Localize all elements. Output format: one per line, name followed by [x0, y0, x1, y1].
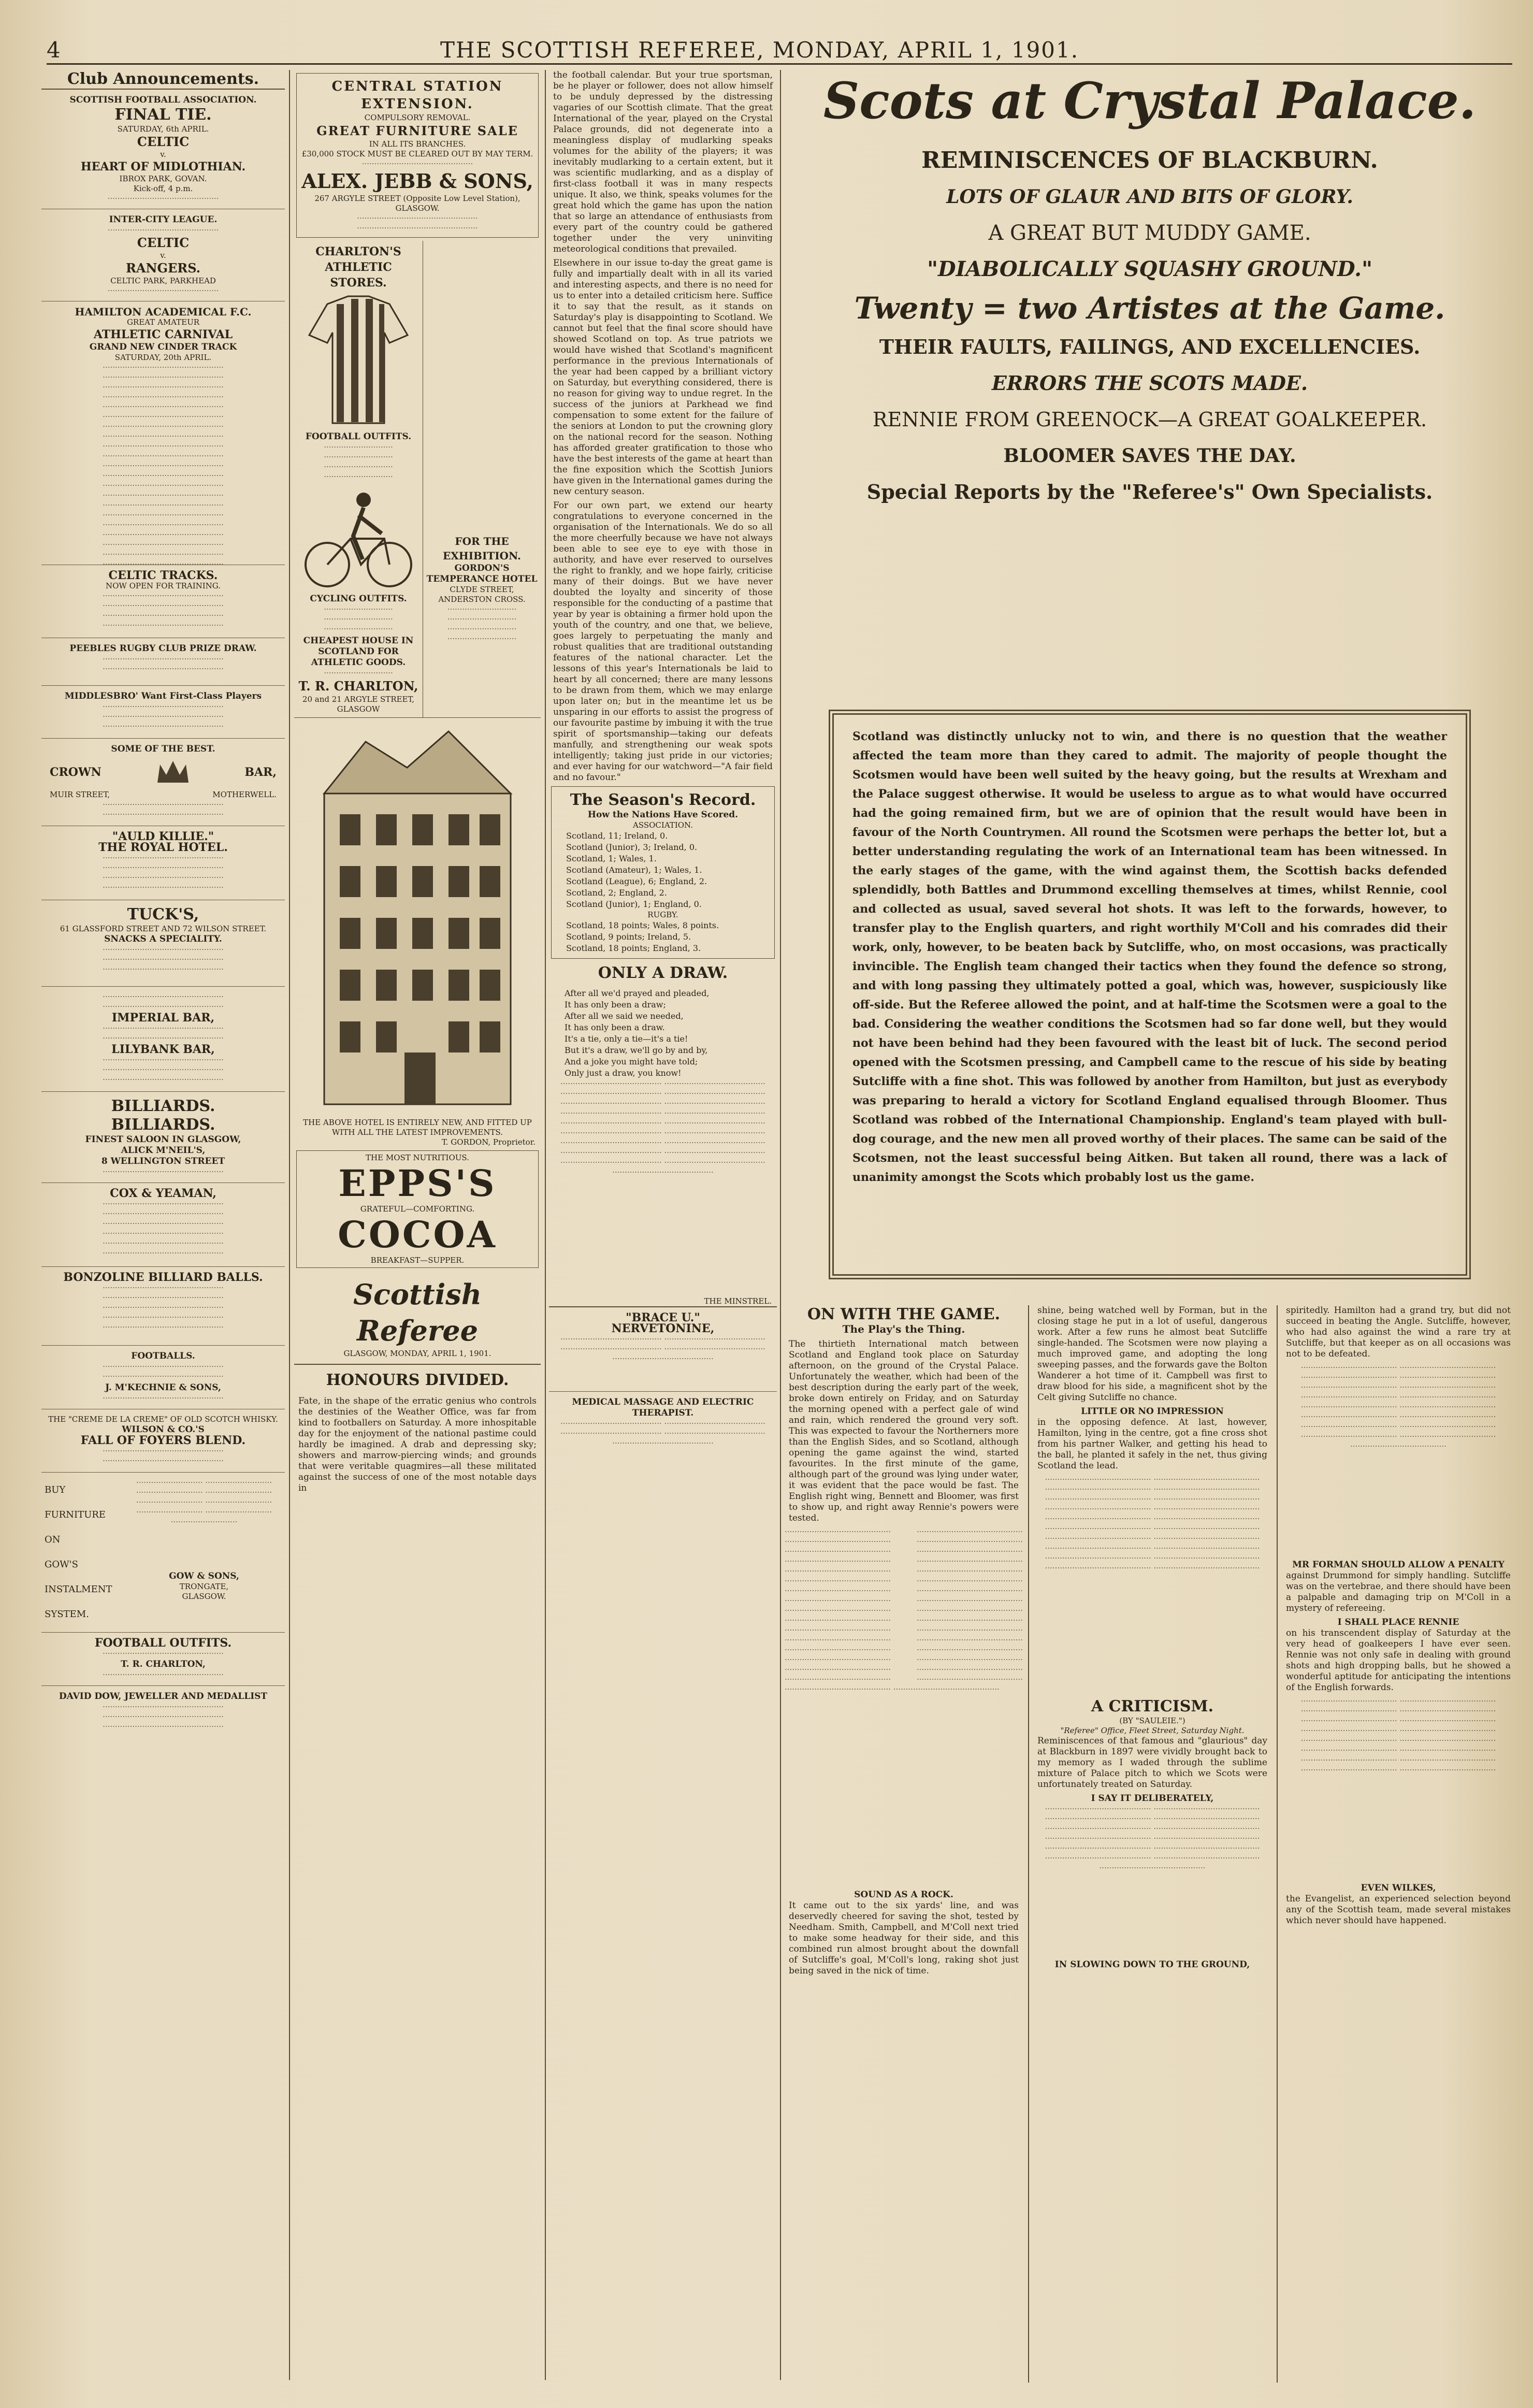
headline: ERRORS THE SCOTS MADE.: [991, 371, 1308, 395]
masthead: [47, 37, 1512, 65]
poem-line: After all we'd prayed and pleaded,: [565, 988, 710, 998]
ad-gordons-hotel: FOR THE EXHIBITION. GORDON'S TEMPERANCE HOTEL CLYDE STREET, ANDERSTON CROSS. ···························· ···························· ···························· ····························: [426, 535, 538, 643]
poem-line: It's a tie, only a tie—it's a tie!: [565, 1034, 688, 1044]
season-record-box: The Season's Record. How the Nations Have Scored. ASSOCIATION. Scotland, 11; Ireland, 0. Scotland (Junior), 3; Ireland, 0. Scotland, 1; Wales, 1. Scotland (Amateur), 1; Wales, 1. Scotland (League), 6; England, 2. Scotland, 2; England, 2. Scotland (Junior), 1; England, 0. RUGBY. Scotland, 18 points; Wales, 8 points. Scotland, 9 points; Ireland, 5. Scotland, 18 points; England, 3.: [551, 786, 775, 959]
feature-title: Scots at Crystal Palace.: [823, 71, 1477, 130]
ad-billiards: BILLIARDS. BILLIARDS. FINEST SALOON IN GLASGOW, ALICK M'NEIL'S, 8 WELLINGTON STREET ·················································: [41, 1092, 285, 1183]
summary-box: Scotland was distinctly unlucky not to win, and there is no question that the weather affected the team more than they cared to admit. The majority of people thought the Scotsmen would have been well suited by the heavy going, but the results at Wrexham and the Palace suggest otherwise. It would be useless to argue as to what would have occurred had the going remained firm, but we are of opinion that the result would have been in favour of the North Countrymen. All round the Scotsmen were perhaps the better lot, but a better understanding regulating the work of an International team has been witnessed. In the early stages of the game, with the wind against them, the Scottish backs defended splendidly, both Battles and Drummond excelling themselves at times, whilst Rennie, cool and collected as usual, saved several hot shots. It was left to the forwards, however, to transfer play to the English quarters, and right worthily M'Coll and his comrades did their work, only, however, to be beaten back by Sutcliffe, who, on most occasions, was practically invincible. The English team changed their tactics when they found the defence so strong, and with long passing they ultimately potted a goal, which was, however, suspiciously like off-side. But the Referee allowed the point, and at half-time the Scotsmen were a goal to the bad. Considering the weather conditions the Scotsmen had so far done well, but they would not have been behind had they been favoured with the least bit of luck. The second period opened with the Scotsmen pressing, and Campbell came to the rescue of his side by beating Sutcliffe with a fine shot. This was followed by another from Hamilton, but just as everybody was preparing to herald a victory for Scotland England equalised through Bloomer. Thus Scotland was robbed of the International Championship. England's team played with bull-dog courage, and the new men all proved worthy of their places. The same can be said of the Scotsmen, not the least successful being Aitken. But taken all round, there was a lack of unanimity amongst the Scots which probably lost us the game.: [829, 710, 1471, 1279]
ad-cox-yeaman: COX & YEAMAN, ················································· ················································· ················································· ················································· ················································· ·················································: [41, 1183, 285, 1267]
headline: BLOOMER SAVES THE DAY.: [1003, 445, 1296, 467]
headline: Special Reports by the "Referee's" Own Specialists.: [866, 480, 1433, 503]
club-announcements-column: [41, 70, 285, 2380]
record-row: Scotland, 1; Wales, 1.: [566, 854, 657, 863]
ad-david-dow: DAVID DOW, JEWELLER AND MEDALLIST ················································· ················································· ·················································: [59, 1691, 268, 1731]
headline: Twenty = two Artistes at the Game.: [854, 291, 1445, 326]
poem-line: But it's a draw, we'll go by and by,: [565, 1045, 708, 1055]
editorial-paragraph: the football calendar. But your true sportsman, be he player or follower, does not allow himself to be unduly depressed by the distressing vagaries of our Scottish climate. That the great International of the year, played on the Crystal Palace grounds, did not degenerate into a meaningless display of mudlarking speaks volumes for the ability of the players; it was inevitably mudlarking to a certain extent, but it was scientific mudlarking, and as a display of first-class football it was in many respects unique. It also, we think, speaks volumes for the great hold which the game has upon the nation that so large an attendance of enthusiasts from every part of the country could be gathered together under the very uninviting meteorological conditions that prevailed.: [553, 70, 773, 254]
ad-peebles-rugby: PEEBLES RUGBY CLUB PRIZE DRAW. ················································· ·················································: [41, 638, 285, 686]
criticism-column: shine, being watched well by Forman, but in the closing stage he put in a lot of useful, dangerous work. After a few runs he almost beat Sutcliffe single-handed. The Scotsmen were now playing a much improved game, and adopting the long sweeping passes, and the forwards gave the Bolton Wanderer a hot time of it. Campbell was first to draw blood for his side, a magnificent shot by the Celt giving Sutcliffe no chance. LITTLE OR NO IMPRESSION in the opposing defence. At last, however, Hamilton, lying in the centre, got a fine cross shot from his partner Walker, and getting his head to the ball, he planted it safely in the net, thus giving Scotland the lead. ··········································· ··········································· ··········································· ··········································· ··········································· ··········································· ··········································· ··········································· ··········································· ··········································· ··········································· ··········································· ··········································· ··········································· ··········································· ··········································· ··········································· ··········································· ··········································· ··········································· A CRITICISM. (BY "SAULEIE.") "Referee" Office, Fleet Street, Saturday Night. Reminiscences of that famous and "glaurious" day at Blackburn in 1897 were vividly brought back to my memory as I waded through the sublime mixture of Palace pitch to which we Scots were unfortunately treated on Saturday. I SAY IT DELIBERATELY, ··········································· ··········································· ··········································· ··········································· ··········································· ··········································· ··········································· ··········································· ··········································· ··········································· ··········································· ··········································· ··········································· IN SLOWING DOWN TO THE GROUND,: [1037, 1305, 1267, 1970]
ad-tucks: TUCK'S, 61 GLASSFORD STREET AND 72 WILSON STREET. SNACKS A SPECIALITY. ················································· ················································· ·················································: [41, 900, 285, 987]
ad-fall-of-foyers: THE "CREME DE LA CREME" OF OLD SCOTCH WHISKY. WILSON & CO.'S FALL OF FOYERS BLEND. ················································· ·················································: [41, 1409, 285, 1473]
ad-crown-bar: SOME OF THE BEST. CROWN BAR, MUIR STREET, MOTHERWELL. ················································· ·················································: [41, 739, 285, 826]
record-row: Scotland (Junior), 1; England, 0.: [566, 899, 702, 909]
ad-football-outfits: FOOTBALL OUTFITS. ················································· T. R. CHARLTON, ·················································: [41, 1633, 285, 1686]
ad-middlesbro: MIDDLESBRO' Want First-Class Players ················································· ················································· ·················································: [41, 686, 285, 739]
record-row: Scotland, 11; Ireland, 0.: [566, 831, 668, 841]
column-rule: [780, 70, 781, 2380]
ad-celtic-tracks: CELTIC TRACKS. NOW OPEN FOR TRAINING. ················································· ················································· ················································· ·················································: [41, 565, 285, 638]
ad-medical-massage: MEDICAL MASSAGE AND ELECTRIC THERAPIST. ········································· ········································· ········································· ········································· ·········································: [560, 1397, 765, 1448]
paper-nameplate: Scottish Referee GLASGOW, MONDAY, APRIL 1, 1901.: [294, 1271, 541, 1365]
editorial-paragraph: For our own part, we extend our hearty congratulations to everyone concerned in the organisation of the Internationals. We do so all the more cheerfully because we have not always been able to see eye to eye with those in authority, and have ever reserved to ourselves the right to frankly, and we hope fairly, criticise many of their doings. But we have never doubted the loyalty and sincerity of those responsible for the conducting of a pastime that year by year is obtaining a firmer hold upon the youth of the country, and one that, we believe, goes largely to perpetuating the manly and robust qualities that are traditional outstanding features of the national character. Let the lessons of this year's Internationals be laid to heart by all concerned; there are many lessons to be drawn from them, which we may enlarge upon later on; but in the meantime let us be unsparing in our efforts to assist the progress of our favourite pastime by imbuing it with the true spirit of sportsmanship—taking our defeats manfully, and strengthening our weak spots intelligently; taking just pride in our victories; and ever having for our watchword—"A fair field and no favour.": [553, 500, 773, 783]
headline: LOTS OF GLAUR AND BITS OF GLORY.: [946, 186, 1353, 208]
column-rule: [1277, 1305, 1278, 2383]
ad-epps-cocoa: THE MOST NUTRITIOUS. EPPS'S GRATEFUL—COMFORTING. COCOA BREAKFAST—SUPPER.: [296, 1150, 539, 1268]
advert-column: CENTRAL STATION EXTENSION. COMPULSORY REMOVAL. GREAT FURNITURE SALE IN ALL ITS BRANCHES. £30,000 STOCK MUST BE CLEARED OUT BY MAY TERM. ············································· ALEX. JEBB & SONS, 267 ARGYLE STREET (Opposite Low Level Station), GLASGOW. ················································· ················································· CHARLTON'S ATHLETIC STORES. FOOTBALL OUTFITS. ···························· ···························· ···························· ···························· CYCLING OUTFITS. ···························· ···························· ···························· CHEAPEST HOUSE IN SCOTLAND FOR ATHLETIC GOODS. ···························· T. R. CHARLTON, 20 and 21 ARGYLE STREET, GLASGOW FOR THE EXHIBITION. GORDON'S TEMPERANCE HOTEL CLYDE STREET, ANDERSTON CROSS. ···························· ···························· ···························· ···························· THE ABOVE HOTEL IS ENTIRELY NEW, AND FITTED UP WITH ALL THE LATEST IMPROVEMENTS. T. GORDON, Proprietor. THE MOST NUTRITIOUS. EPPS'S GRATEFUL—COMFORTING. COCOA BREAKFAST—SUPPER. Scottish Referee GLASGOW, MONDAY, APRIL 1, 1901. HONOURS DIVIDED. Fate, in the shape of the erratic genius who controls the destinies of the Weather Office, was far from kind to footballers on Saturday. A more inhospitable day for the enjoyment of the national pastime could hardly be imagined. A drab and depressing sky; showers and marrow-piercing winds; and grounds that were veritable quagmires—all these militated against the success of one of the most notable days in: [294, 70, 541, 2380]
record-row: Scotland, 18 points; Wales, 8 points.: [566, 920, 719, 930]
column-rule: [1028, 1305, 1029, 2383]
headline: A GREAT BUT MUDDY GAME.: [988, 221, 1311, 245]
rennie-column: spiritedly. Hamilton had a grand try, but did not succeed in beating the Angle. Sutcliffe, however, who had also against the wind a rare try at Sutcliffe, but that keeper as on all occasions was not to be defeated. ······································· ······································· ······································· ······································· ······································· ······································· ······································· ······································· ······································· ······································· ······································· ······································· ······································· ······································· ······································· ······································· ······································· MR FORMAN SHOULD ALLOW A PENALTY against Drummond for simply handling. Sutcliffe was on the vertebrae, and there should have been a palpable and damaging trip on M'Coll in a mystery of refereeing. I SHALL PLACE RENNIE on his transcendent display of Saturday at the very head of goalkeepers I have ever seen. Rennie was not only safe in dealing with ground shots and high dropping balls, but he showed a wonderful aptitude for anticipating the intentions of the English forwards. ······································· ······································· ······································· ······································· ······································· ······································· ······································· ······································· ······································· ······································· ······································· ······································· ······································· ······································· ······································· ······································· EVEN WILKES, the Evangelist, an experienced selection beyond any of the Scottish team, made several mistakes which never should have happened.: [1286, 1305, 1511, 1926]
column-rule: [545, 70, 546, 2380]
on-with-the-game-column: ON WITH THE GAME. The Play's the Thing. The thirtieth International match between Scotland and England took place on Saturday afternoon, on the ground of the Crystal Palace. Unfortunately the weather, which had been of the best description during the early part of the week, broke down entirely on Friday, and on Saturday the morning opened with a perfect gale of wind and rain, which rendered the ground very soft. This was expected to favour the Northerners more than the English Sides, and so Scotland, although opening the game against the wind, started favourites. In the first minute of the game, although part of the ground was lying under water, it was evident that the pace would be fast. The English right wing, Bennett and Bloomer, was first to show up, and right away Rennie's powers were tested. ··········································· ··········································· ··········································· ··········································· ··········································· ··········································· ··········································· ··········································· ··········································· ··········································· ··········································· ··········································· ··········································· ··········································· ··········································· ··········································· ··········································· ··········································· ··········································· ··········································· ··········································· ··········································· ··········································· ··········································· ··········································· ··········································· ··········································· ··········································· ··········································· ··········································· ··········································· ··········································· ··········································· ··········································· SOUND AS A ROCK. It came out to the six yards' line, and was deservedly cheered for saving the shot, tested by Needham. Smith, Campbell, and M'Coll next tried to make some headway for their side, and this combined run almost brought about the downfall of Sutcliffe's goal, M'Coll's long, raking shot just being saved in the nick of time.: [785, 1305, 1023, 1976]
ad-bonzoline: BONZOLINE BILLIARD BALLS. ················································· ················································· ················································· ················································· ·················································: [41, 1267, 285, 1346]
record-row: Scotland, 9 points; Ireland, 5.: [566, 932, 691, 942]
headline: RENNIE FROM GREENOCK—A GREAT GOALKEEPER.: [872, 408, 1427, 431]
ad-sfa-final: SCOTTISH FOOTBALL ASSOCIATION. FINAL TIE. SATURDAY, 6th APRIL. CELTIC v. HEART OF MIDLOTHIAN. IBROX PARK, GOVAN. Kick-off, 4 p.m. ·············································: [41, 90, 285, 209]
ad-central-station: CENTRAL STATION EXTENSION. COMPULSORY REMOVAL. GREAT FURNITURE SALE IN ALL ITS BRANCHES. £30,000 STOCK MUST BE CLEARED OUT BY MAY TERM. ············································· ALEX. JEBB & SONS, 267 ARGYLE STREET (Opposite Low Level Station), GLASGOW. ················································· ·················································: [296, 73, 539, 238]
editorial-column: [549, 70, 777, 2380]
record-row: Scotland (League), 6; England, 2.: [566, 876, 707, 886]
headline: THEIR FAULTS, FAILINGS, AND EXCELLENCIES.: [879, 335, 1421, 358]
page-number: 4: [47, 37, 62, 63]
ad-bars: ················································· ················································· IMPERIAL BAR, ················································· ················································· LILYBANK BAR, ················································· ················································· ·················································: [41, 987, 285, 1092]
ad-inter-city-league: INTER-CITY LEAGUE. ············································· CELTIC v. RANGERS. CELTIC PARK, PARKHEAD ·············································: [41, 209, 285, 301]
record-row: Scotland (Junior), 3; Ireland, 0.: [566, 842, 698, 852]
feature-headlines: [785, 70, 1515, 510]
hotel-building-illustration: [303, 721, 531, 1115]
headline: REMINISCENCES OF BLACKBURN.: [921, 147, 1378, 174]
honours-divided-article: HONOURS DIVIDED. Fate, in the shape of the erratic genius who controls the destinies of the Weather Office, was far from kind to footballers on Saturday. A more inhospitable day for the enjoyment of the national pastime could hardly be imagined. A drab and depressing sky; showers and marrow-piercing winds; and grounds that were veritable quagmires—all these militated against the success of one of the most notable days in: [298, 1371, 537, 1493]
ad-royal-hotel: "AULD KILLIE." THE ROYAL HOTEL. ················································· ················································· ················································· ·················································: [41, 826, 285, 900]
only-a-draw-poem: ONLY A DRAW. After all we'd prayed and pleaded, It has only been a draw; After all we said we needed, It has only been a draw. It's a tie, only a tie—it's a tie! But it's a draw, we'll go by and by, And a joke you might have told; Only just a draw, you know! ········································· ········································· ········································· ········································· ········································· ········································· ········································· ········································· ········································· ········································· ········································· ········································· ········································· ········································· ········································· ········································· ········································· ········································· ········································· THE MINSTREL.: [549, 964, 777, 1306]
football-jersey-illustration: [307, 294, 410, 428]
ad-nervetonine: "BRACE U." NERVETONINE, ········································· ········································· ········································· ········································· ·········································: [549, 1306, 777, 1392]
editorial-paragraph: Elsewhere in our issue to-day the great game is fully and impartially dealt with in all its varied and interesting aspects, and there is no need for us to enter into a detailed criticism here. Suffice it to say that the result, as it stands on Saturday's play is disappointing to Scotland. We cannot but feel that the final score should have showed Scotland on top. As true patriots we would have wished that Scotland's magnificent performance in the previous Internationals of the year had been capped by a brilliant victory on Saturday, but everything considered, there is no reason for giving way to undue regret. In the success of the juniors at Parkhead we find compensation to some extent for the failure of the seniors at London to put the crowning glory on the national record for the season. Nothing has afforded greater gratification to those who have the best interests of the game at heart than the fine exposition which the Scottish Juniors have given in the International games during the new century season.: [553, 258, 773, 497]
section-header: Club Announcements.: [41, 70, 285, 90]
column-rule: [289, 70, 290, 2380]
poem-line: It has only been a draw.: [565, 1022, 665, 1032]
poem-line: Only just a draw, you know!: [565, 1068, 682, 1078]
masthead-title: THE SCOTTISH REFEREE, MONDAY, APRIL 1, 1901.: [440, 37, 1079, 63]
poem-line: It has only been a draw;: [565, 1000, 666, 1010]
ad-footballs: FOOTBALLS. ················································· ················································· J. M'KECHNIE & SONS, ·················································: [41, 1346, 285, 1409]
poem-line: After all we said we needed,: [565, 1011, 684, 1021]
poem-line: And a joke you might have told;: [565, 1057, 698, 1066]
ad-charlton: CHARLTON'S ATHLETIC STORES. FOOTBALL OUTFITS. ···························· ···························· ···························· ···························· CYCLING OUTFITS. ···························· ···························· ···························· CHEAPEST HOUSE IN SCOTLAND FOR ATHLETIC GOODS. ···························· T. R. CHARLTON, 20 and 21 ARGYLE STREET, GLASGOW: [294, 241, 423, 717]
ad-gows-furniture: BUY FURNITURE ON GOW'S INSTALMENT SYSTEM. ··························· ··························· ··························· ··························· ··························· ··························· ··························· ··························· ··························· GOW & SONS, TRONGATE, GLASGOW.: [41, 1473, 285, 1633]
ad-charlton-exhibition: [294, 241, 541, 718]
record-row: Scotland, 2; England, 2.: [566, 888, 667, 898]
cyclist-illustration: [301, 487, 415, 590]
headline: "DIABOLICALLY SQUASHY GROUND.": [927, 257, 1372, 281]
ad-hamilton-carnival: HAMILTON ACADEMICAL F.C. GREAT AMATEUR ATHLETIC CARNIVAL GRAND NEW CINDER TRACK SATURDAY, 20th APRIL. ················································· ················································· ················································· ················································· ················································· ················································· ················································· ················································· ················································· ················································· ················································· ················································· ················································· ················································· ················································· ················································· ················································· ················································· ················································· ················································· ·················································: [41, 301, 285, 565]
crown-icon: [155, 757, 191, 788]
record-row: Scotland (Amateur), 1; Wales, 1.: [566, 865, 702, 875]
record-row: Scotland, 18 points; England, 3.: [566, 943, 701, 953]
